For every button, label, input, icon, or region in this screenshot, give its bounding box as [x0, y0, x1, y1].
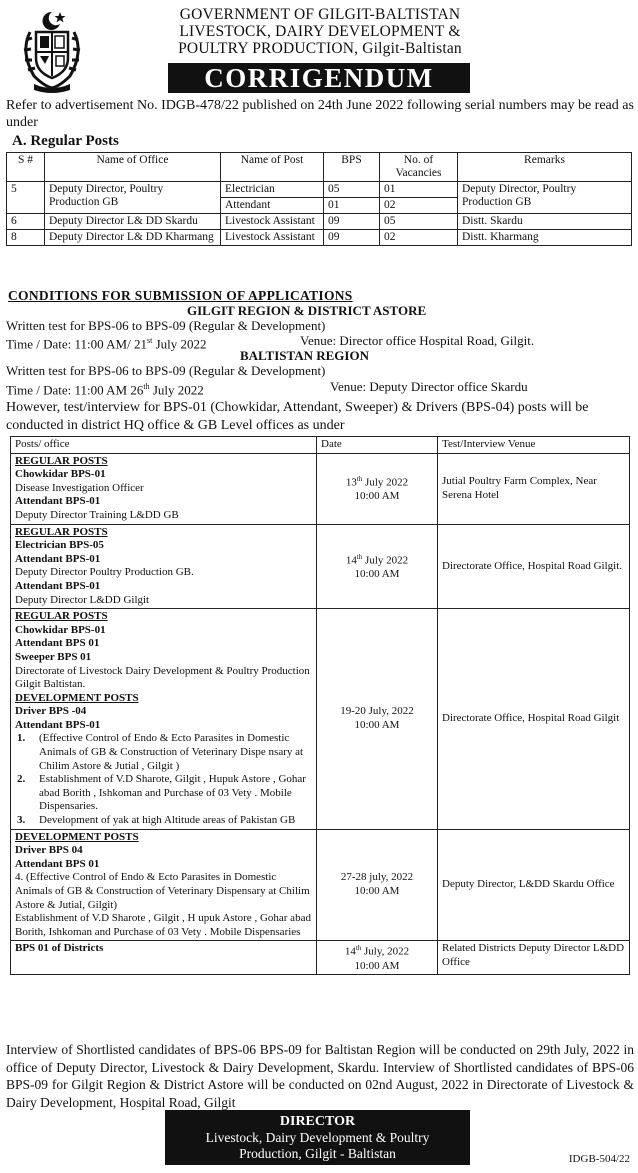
post-name: Driver BPS -04 [15, 705, 87, 718]
gilgit-time-text [6, 333, 206, 351]
baltistan-time: Time / Date: 11:00 AM 26 [6, 382, 144, 398]
cell-sn: 8 [7, 230, 45, 246]
col-header: Name of Office [45, 153, 221, 182]
director-line-2: Production, Gilgit - Baltistan [239, 1146, 396, 1161]
cell-date [317, 829, 438, 941]
cell-post: Livestock Assistant [221, 230, 324, 246]
heading-line-3: POULTRY PRODUCTION, Gilgit-Baltistan [178, 40, 462, 57]
time-text: 10:00 AM [354, 885, 400, 897]
cell-post: Attendant [221, 198, 324, 214]
table-header-row [7, 153, 632, 182]
conditions-title: CONDITIONS FOR SUBMISSION OF APPLICATIONS [8, 288, 353, 303]
table-row [11, 453, 630, 524]
group-heading: REGULAR POSTS [15, 525, 108, 538]
time-text: 10:00 AM [354, 568, 400, 581]
cell-vacancies: 02 [380, 198, 458, 214]
cell-date [317, 609, 438, 830]
header [0, 0, 638, 96]
col-header: Remarks [458, 153, 632, 182]
date-rest: July, 2022 [361, 946, 410, 959]
interview-notice-text: Interview of Shortlisted candidates of BPS-06 BPS-09 for Baltistan Region will be conducted on 29th July, 2022 in office of Deputy Director, Livestock & Dairy Development, Skardu. Interview of Shortlisted candidates of BPS-06 BPS-09 for Gilgit Region & District Astore will be conducted on 02nd August, 2022 in Directorate of Livestock & Dairy Development, Hospital Road, Gilgit [6, 1042, 634, 1110]
baltistan-time-text [6, 379, 204, 397]
col-header: S # [7, 153, 45, 182]
however-text: However, test/interview for BPS-01 (Chowkidar, Attendant, Sweeper) & Drivers (BPS-04) posts will be conducted in district HQ office & GB Level offices as under [6, 400, 589, 433]
group-heading: REGULAR POSTS [15, 610, 108, 623]
time-text: 10:00 AM [354, 718, 400, 731]
date-text [321, 551, 433, 568]
time-text: 10:00 AM [354, 959, 400, 972]
office-name: Deputy Director L&DD Gilgit [15, 593, 150, 606]
cell-venue: Directorate Office, Hospital Road Gilgit. [438, 524, 630, 609]
gilgit-region-title: GILGIT REGION & DISTRICT ASTORE [187, 303, 427, 318]
baltistan-date-sup: th [143, 382, 150, 391]
gilgit-time: Time / Date: 11:00 AM/ 21 [6, 336, 147, 352]
list-item [15, 814, 312, 828]
post-name: Driver BPS 04 [15, 844, 83, 857]
list-number: 2. [17, 773, 26, 786]
date-text [321, 473, 433, 490]
director-line-1: Livestock, Dairy Development & Poultry [205, 1130, 430, 1145]
post-name: Chowkidar BPS-01 [15, 623, 106, 636]
cell-venue: Related Districts Deputy Director L&DD Office [438, 941, 630, 975]
list-text: Establishment of V.D Sharote, Gilgit , Hupuk Astore , Gohar abad Borith , Ishkoman and Purchase of 03 Vety . Mobile Dispensaries. [39, 773, 306, 813]
cell-posts [11, 453, 317, 524]
baltistan-venue: Venue: Deputy Director office Skardu [330, 379, 528, 394]
cell-vacancies: 01 [380, 182, 458, 198]
time-text: 10:00 AM [354, 490, 400, 503]
director-signature-block [165, 1110, 470, 1165]
post-name: Attendant BPS 01 [15, 857, 100, 870]
cell-post: Livestock Assistant [221, 214, 324, 230]
section-a-title: A. Regular Posts [12, 133, 119, 149]
gb-government-emblem-icon [14, 8, 90, 94]
post-name: Attendant BPS-01 [15, 718, 101, 731]
reference-number: IDGB-504/22 [568, 1153, 630, 1165]
group-heading: REGULAR POSTS [15, 454, 108, 467]
office-name: 4. (Effective Control of Endo & Ecto Parasites in Domestic Animals of GB & Construction of Veterinary Dispensary at Chilim Astore & Jutial, Gilgit) [15, 871, 310, 911]
post-name: Attendant BPS-01 [15, 579, 101, 592]
cell-remarks: Distt. Skardu [458, 214, 632, 230]
cell-venue: Directorate Office, Hospital Road Gilgit [438, 609, 630, 830]
table-row [11, 941, 630, 975]
post-name: Attendant BPS-01 [15, 552, 101, 565]
cell-vacancies: 05 [380, 214, 458, 230]
interview-schedule-table [10, 436, 630, 975]
col-header: Test/Interview Venue [438, 437, 630, 454]
post-name: Electrician BPS-05 [15, 539, 104, 552]
date-rest: July 2022 [362, 476, 409, 489]
cell-date [317, 941, 438, 975]
office-name: Establishment of V.D Sharote , Gilgit , H upuk Astore , Gohar abad Borith, Ishkoman and Purchase of 03 Vety . Mobile Dispensaries [15, 912, 311, 938]
date-sup: th [355, 944, 362, 953]
cell-office: Deputy Director, Poultry Production GB [45, 182, 221, 214]
cell-date [317, 524, 438, 609]
baltistan-time-end: July 2022 [149, 382, 204, 398]
cell-posts [11, 829, 317, 941]
cell-sn: 5 [7, 182, 45, 214]
cell-bps: 05 [324, 182, 380, 198]
director-title: DIRECTOR [279, 1114, 356, 1129]
cell-venue: Jutial Poultry Farm Complex, Near Serena Hotel [438, 453, 630, 524]
cell-remarks: Distt. Kharmang [458, 230, 632, 246]
intro-text: Refer to advertisement No. IDGB-478/22 published on 24th June 2022 following serial numbers may be read as under [6, 98, 634, 130]
table-row [7, 214, 632, 230]
gilgit-date-sup: st [146, 336, 153, 345]
cell-remarks: Deputy Director, Poultry Production GB [458, 182, 632, 214]
table-row [7, 182, 632, 198]
group-heading: DEVELOPMENT POSTS [15, 830, 139, 843]
date-text: 19-20 July, 2022 [340, 705, 414, 718]
col-header: No. of Vacancies [380, 153, 458, 182]
date-text: 27-28 july, 2022 [340, 871, 414, 884]
date-day: 14 [344, 946, 356, 959]
table-row [11, 829, 630, 941]
project-list [15, 732, 312, 827]
post-name: Chowkidar BPS-01 [15, 468, 106, 481]
cell-post: Electrician [221, 182, 324, 198]
cell-office: Deputy Director L& DD Kharmang [45, 230, 221, 246]
date-text [321, 942, 433, 959]
cell-venue: Deputy Director, L&DD Skardu Office [438, 829, 630, 941]
group-heading: DEVELOPMENT POSTS [15, 691, 139, 704]
post-name: Sweeper BPS 01 [15, 650, 92, 663]
office-name: Deputy Director Training L&DD GB [15, 508, 179, 521]
col-header: Posts/ office [11, 437, 317, 454]
list-item [15, 732, 312, 773]
cell-posts: BPS 01 of Districts [11, 941, 317, 975]
cell-sn: 6 [7, 214, 45, 230]
table-row [11, 524, 630, 609]
gilgit-test-text: Written test for BPS-06 to BPS-09 (Regular & Development) [6, 318, 326, 333]
heading-line-2: LIVESTOCK, DAIRY DEVELOPMENT & [179, 23, 461, 40]
col-header: Date [317, 437, 438, 454]
table-row [7, 230, 632, 246]
gilgit-time-end: July 2022 [152, 336, 207, 352]
corrigendum-banner: CORRIGENDUM [168, 63, 470, 93]
list-item [15, 773, 312, 814]
baltistan-region-title: BALTISTAN REGION [240, 348, 369, 363]
baltistan-test-text: Written test for BPS-06 to BPS-09 (Regular & Development) [6, 363, 326, 378]
heading-line-1: GOVERNMENT OF GILGIT-BALTISTAN [179, 6, 461, 23]
cell-bps: 09 [324, 230, 380, 246]
post-name: Attendant BPS 01 [15, 637, 100, 650]
office-name: Disease Investigation Officer [15, 481, 144, 494]
regular-posts-table [6, 152, 632, 246]
department-heading [170, 6, 470, 57]
cell-vacancies: 02 [380, 230, 458, 246]
post-name: Attendant BPS-01 [15, 495, 101, 508]
date-day: 14 [345, 554, 357, 567]
cell-date [317, 453, 438, 524]
list-text: (Effective Control of Endo & Ecto Parasites in Domestic Animals of GB & Construction of Veterinary Dispe nsary at Chilim Astore & Jutial , Gilgit ) [39, 732, 304, 772]
cell-bps: 09 [324, 214, 380, 230]
cell-posts [11, 609, 317, 830]
cell-posts [11, 524, 317, 609]
col-header: Name of Post [221, 153, 324, 182]
office-name: Deputy Director Poultry Production GB. [15, 566, 194, 579]
col-header: BPS [324, 153, 380, 182]
table-header-row [11, 437, 630, 454]
list-number: 3. [17, 814, 26, 827]
table-row [11, 609, 630, 830]
cell-bps: 01 [324, 198, 380, 214]
list-number: 1. [17, 732, 26, 745]
office-name: Directorate of Livestock Dairy Development & Poultry Production Gilgit Baltistan. [15, 664, 310, 691]
date-sup: th [356, 475, 363, 484]
date-rest: July 2022 [362, 554, 409, 567]
date-sup: th [356, 552, 363, 561]
gilgit-venue: Venue: Director office Hospital Road, Gilgit. [300, 333, 535, 348]
cell-office: Deputy Director L& DD Skardu [45, 214, 221, 230]
list-text: Development of yak at high Altitude areas of Pakistan GB [39, 814, 296, 827]
date-day: 13 [345, 476, 357, 489]
